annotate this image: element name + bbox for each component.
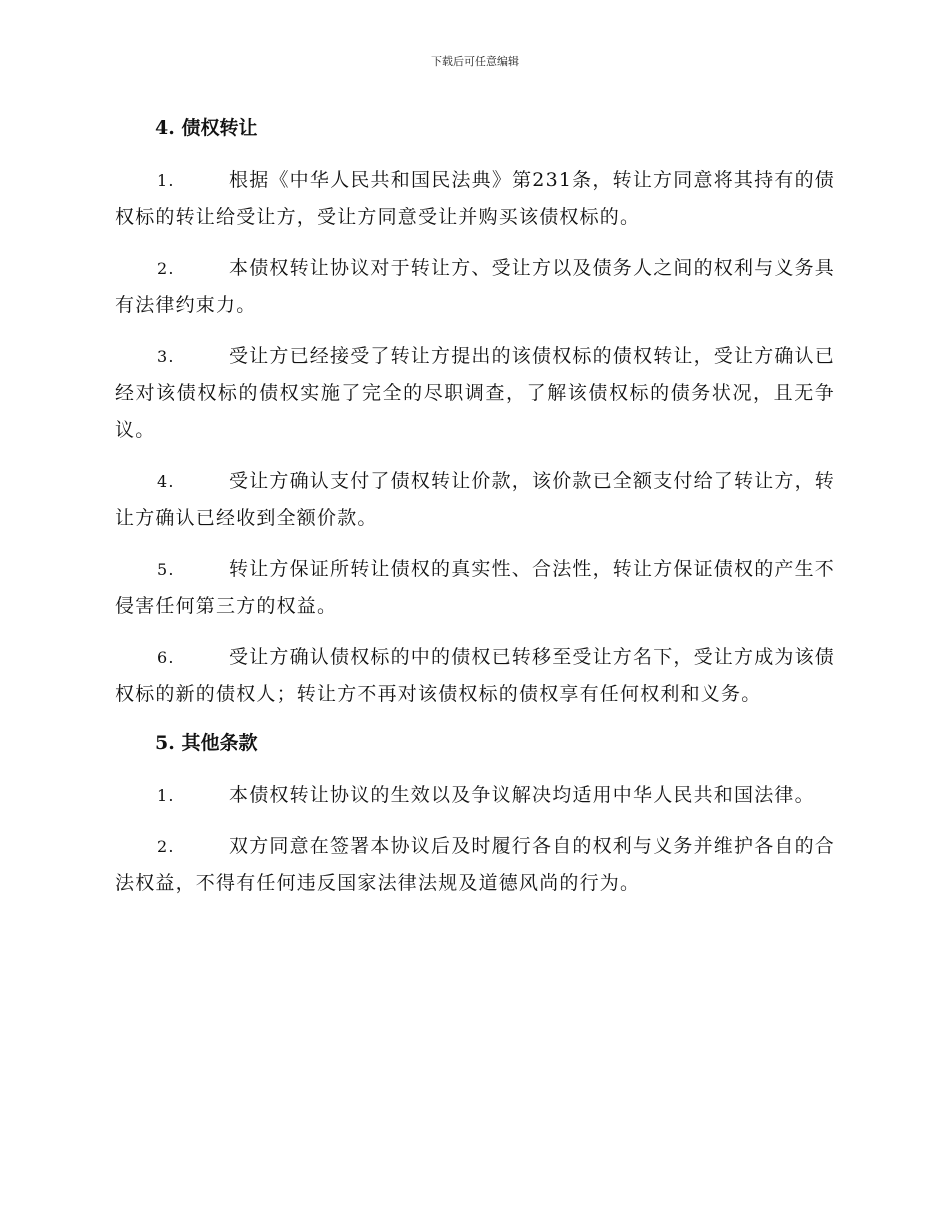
- clause-text: 转让方保证所转让债权的真实性、合法性，转让方保证债权的产生不侵害任何第三方的权益。: [115, 558, 836, 617]
- clause-number: 4.: [157, 472, 175, 491]
- clause-item: [115, 162, 835, 236]
- clause-text: 本债权转让协议的生效以及争议解决均适用中华人民共和国法律。: [229, 784, 815, 806]
- clause-item: [115, 828, 835, 902]
- clause-text: 受让方已经接受了转让方提出的该债权标的债权转让，受让方确认已经对该债权标的债权实施了完全的尽职调查，了解该债权标的债务状况，且无争议。: [115, 345, 836, 441]
- clause-item: [115, 777, 835, 814]
- clause-item: [115, 639, 835, 713]
- clause-item: [115, 463, 835, 537]
- clause-number: 1.: [157, 786, 175, 805]
- clause-item: [115, 551, 835, 625]
- section-debt-transfer: [115, 112, 835, 713]
- clause-text: 受让方确认支付了债权转让价款，该价款已全额支付给了转让方，转让方确认已经收到全额价款。: [115, 470, 836, 529]
- section-heading: 4. 债权转让: [155, 117, 258, 139]
- clause-text: 受让方确认债权标的中的债权已转移至受让方名下，受让方成为该债权标的新的债权人；转让方不再对该债权标的债权享有任何权利和义务。: [115, 646, 836, 705]
- clause-number: 5.: [157, 560, 175, 579]
- clause-number: 1.: [157, 171, 175, 190]
- clause-number: 6.: [157, 648, 175, 667]
- clause-text: 根据《中华人民共和国民法典》第231条，转让方同意将其持有的债权标的转让给受让方，受让方同意受让并购买该债权标的。: [115, 169, 835, 228]
- section-other-terms: [115, 727, 835, 902]
- clause-item: [115, 250, 835, 324]
- clause-number: 3.: [157, 347, 175, 366]
- clause-item: [115, 338, 835, 449]
- clause-text: 双方同意在签署本协议后及时履行各自的权利与义务并维护各自的合法权益，不得有任何违反国家法律法规及道德风尚的行为。: [115, 835, 836, 894]
- page-header: 下载后可任意编辑: [431, 55, 519, 68]
- clause-number: 2.: [157, 837, 175, 856]
- section-heading: 5. 其他条款: [155, 732, 258, 754]
- clause-number: 2.: [157, 259, 175, 278]
- clause-text: 本债权转让协议对于转让方、受让方以及债务人之间的权利与义务具有法律约束力。: [115, 257, 836, 316]
- document-body: [115, 112, 835, 916]
